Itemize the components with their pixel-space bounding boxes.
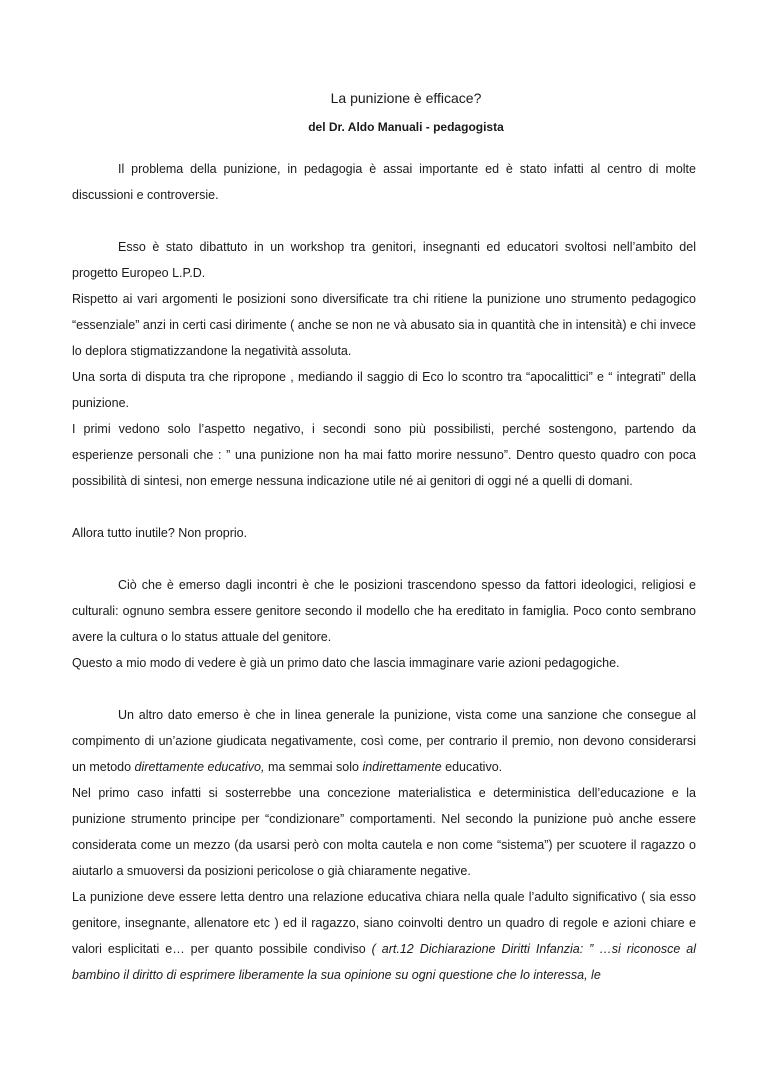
spacer xyxy=(72,676,696,702)
author-line: del Dr. Aldo Manuali - pedagogista xyxy=(308,120,504,134)
paragraph-9-text-b: ma semmai solo xyxy=(264,760,363,774)
paragraph-4: Una sorta di disputa tra che ripropone , mediando il saggio di Eco lo scontro tra “apocalittici” e “ integrati” della punizione. xyxy=(72,370,696,410)
paragraph-7: Ciò che è emerso dagli incontri è che le posizioni trascendono spesso da fattori ideologici, religiosi e culturali: ognuno sembra essere genitore secondo il modello che ha ereditato in famiglia. Poco conto sembrano avere la cultura o lo status attuale del genitore. xyxy=(72,578,696,644)
paragraph-10: Nel primo caso infatti si sosterrebbe una concezione materialistica e deterministica dell’educazione e la punizione strumento principe per “condizionare” comportamenti. Nel secondo la punizione può anche essere considerata come un mezzo (da usarsi però con molta cautela e non come “sistema”) per scuotere il ragazzo o aiutarlo a smuoversi da posizioni pericolose o già chiaramente negative. xyxy=(72,786,696,878)
paragraph-9-emphasis-2: indirettamente xyxy=(362,760,442,774)
paragraph-9-text-c: educativo. xyxy=(441,760,503,774)
paragraph-11-citation: ( art.12 Dichiarazione Diritti Infanzia: ” …si riconosce al bambino il diritto di esprimere liberamente la sua opinione su ogni questione che lo interessa, le xyxy=(72,942,697,982)
paragraph-6: Allora tutto inutile? Non proprio. xyxy=(72,526,248,540)
spacer xyxy=(72,208,696,234)
paragraph-5: I primi vedono solo l’aspetto negativo, i secondi sono più possibilisti, perché sostengono, partendo da esperienze personali che : ” una punizione non ha mai fatto morire nessuno”. Dentro questo quadro con poca possibilità di sintesi, non emerge nessuna indicazione utile né ai genitori di oggi né a quelli di domani. xyxy=(72,422,696,488)
paragraph-8: Questo a mio modo di vedere è già un primo dato che lascia immaginare varie azioni pedagogiche. xyxy=(72,656,620,670)
spacer xyxy=(72,546,696,572)
spacer xyxy=(72,494,696,520)
page-title: La punizione è efficace? xyxy=(330,90,482,106)
paragraph-11 xyxy=(72,884,696,988)
paragraph-9-text-a: Un altro dato emerso è che in linea generale la punizione, vista come una sanzione che consegue al compimento di un’azione giudicata negativamente, così come, per contrario il premio, non devono considerarsi un metodo xyxy=(72,708,696,774)
paragraph-3: Rispetto ai vari argomenti le posizioni sono diversificate tra chi ritiene la punizione uno strumento pedagogico “essenziale” anzi in certi casi dirimente ( anche se non ne và abusato sia in quantità che in intensità) e chi invece lo deplora stigmatizzandone la negatività assoluta. xyxy=(72,292,696,358)
paragraph-9-emphasis-1: direttamente educativo, xyxy=(134,760,265,774)
paragraph-11-text: La punizione deve essere letta dentro una relazione educativa chiara nella quale l’adulto significativo ( sia esso genitore, insegnante, allenatore etc ) ed il ragazzo, siano coinvolti dentro un quadro di regole e azioni chiare e valori esplicitati e… per quanto possibile condiviso xyxy=(72,890,696,956)
paragraph-2: Esso è stato dibattuto in un workshop tra genitori, insegnanti ed educatori svoltosi nell’ambito del progetto Europeo L.P.D. xyxy=(72,240,696,280)
paragraph-9 xyxy=(72,702,696,780)
paragraph-1: Il problema della punizione, in pedagogia è assai importante ed è stato infatti al centro di molte discussioni e controversie. xyxy=(72,162,696,202)
